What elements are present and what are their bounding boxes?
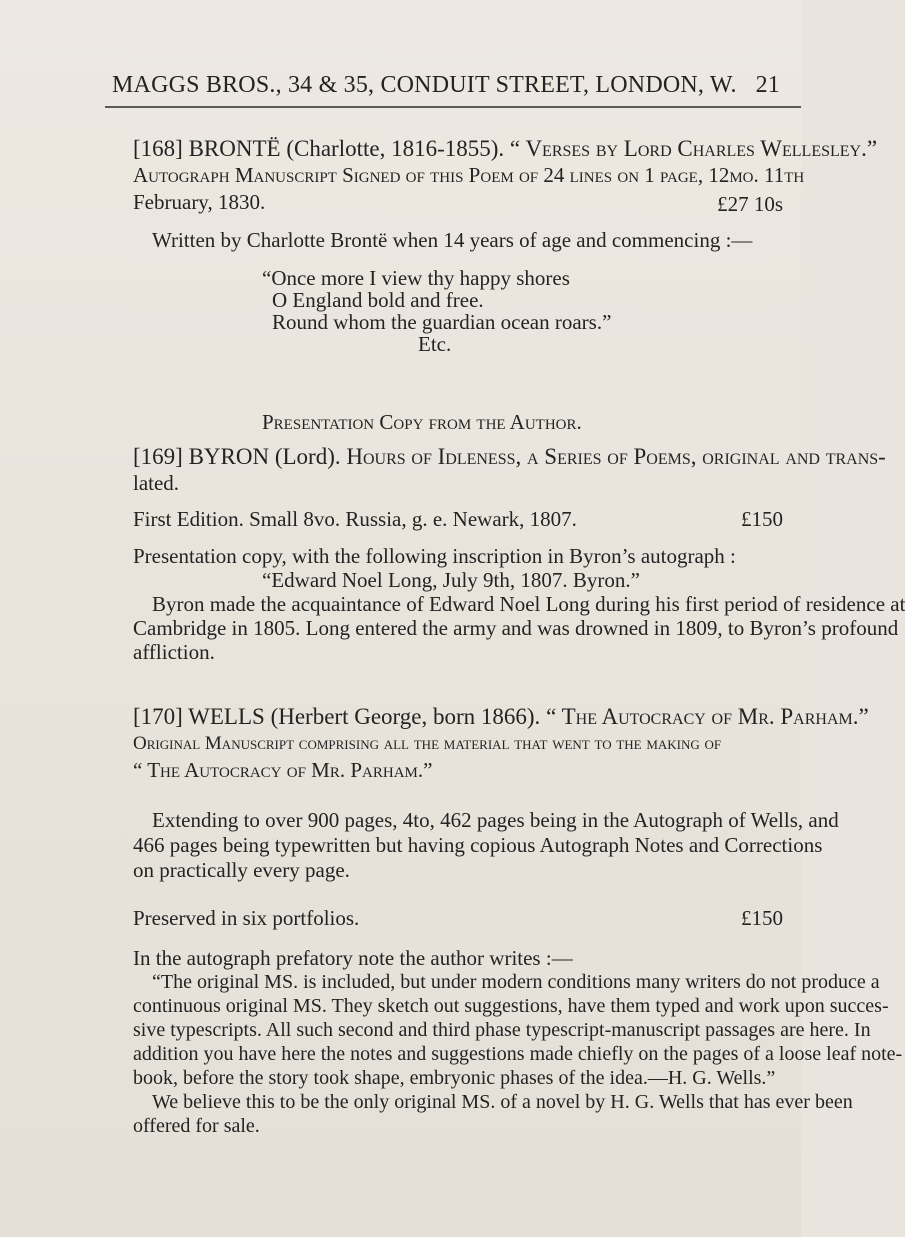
lot-169-body: Cambridge in 1805. Long entered the army and was drowned in 1809, to Byron’s profound [133, 616, 899, 640]
header-title: MAGGS BROS., 34 & 35, CONDUIT STREET, LONDON, W. [112, 72, 737, 98]
lot-169-body: affliction. [133, 640, 215, 664]
lot-169-title-continued: lated. [133, 471, 180, 495]
lot-168-heading: [168] BRONTË (Charlotte, 1816-1855). “ Verses by Lord Charles Wellesley.” [133, 136, 878, 161]
lot-170-body: sive typescripts. All such second and third phase typescript-manuscript passages are here. In [133, 1019, 871, 1041]
lot-170-body: Extending to over 900 pages, 4to, 462 pages being in the Autograph of Wells, and [152, 808, 839, 832]
lot-170-price: £150 [741, 906, 783, 930]
lot-169-body: Byron made the acquaintance of Edward Noel Long during his first period of residence at [152, 592, 905, 616]
lot-170-body: on practically every page. [133, 858, 350, 882]
lot-168-price: £27 10s [717, 192, 783, 216]
verse-line: O England bold and free. [272, 288, 484, 312]
section-heading: Presentation Copy from the Author. [262, 410, 582, 434]
verse-line: Round whom the guardian ocean roars.” [272, 310, 612, 334]
lot-170-body: continuous original MS. They sketch out suggestions, have them typed and work upon succes- [133, 995, 889, 1017]
lot-170-body: 466 pages being typewritten but having copious Autograph Notes and Corrections [133, 833, 823, 857]
page-number: 21 [755, 72, 780, 98]
lot-168-date: February, 1830. [133, 190, 266, 214]
lot-170-description: Original Manuscript comprising all the material that went to the making of [133, 733, 722, 754]
lot-169-price: £150 [741, 507, 783, 531]
verse-line: “Once more I view thy happy shores [262, 266, 570, 290]
lot-168-description: Autograph Manuscript Signed of this Poem of 24 lines on 1 page, 12mo. 11th [133, 163, 805, 187]
lot-170-body: addition you have here the notes and suggestions made chiefly on the pages of a loose leaf note- [133, 1043, 903, 1065]
lot-169-body: “Edward Noel Long, July 9th, 1807. Byron.” [262, 568, 640, 592]
lot-170-description: “ The Autocracy of Mr. Parham.” [133, 758, 433, 782]
lot-168-note: Written by Charlotte Brontë when 14 years of age and commencing :— [152, 228, 753, 252]
verse-line: Etc. [418, 332, 452, 356]
lot-170-heading: [170] WELLS (Herbert George, born 1866). “ The Autocracy of Mr. Parham.” [133, 704, 869, 729]
lot-169-edition: First Edition. Small 8vo. Russia, g. e. Newark, 1807. [133, 507, 577, 531]
lot-170-body: “The original MS. is included, but under modern conditions many writers do not produce a [152, 971, 880, 993]
lot-170-body: In the autograph prefatory note the author writes :— [133, 946, 573, 970]
lot-169-heading: [169] BYRON (Lord). Hours of Idleness, a Series of Poems, original and trans- [133, 444, 886, 469]
lot-170-body: book, before the story took shape, embryonic phases of the idea.—H. G. Wells.” [133, 1067, 776, 1089]
lot-170-body: offered for sale. [133, 1115, 260, 1137]
lot-170-preserved: Preserved in six portfolios. [133, 906, 360, 930]
lot-170-body: We believe this to be the only original MS. of a novel by H. G. Wells that has ever been [152, 1091, 853, 1113]
lot-169-body: Presentation copy, with the following inscription in Byron’s autograph : [133, 544, 736, 568]
